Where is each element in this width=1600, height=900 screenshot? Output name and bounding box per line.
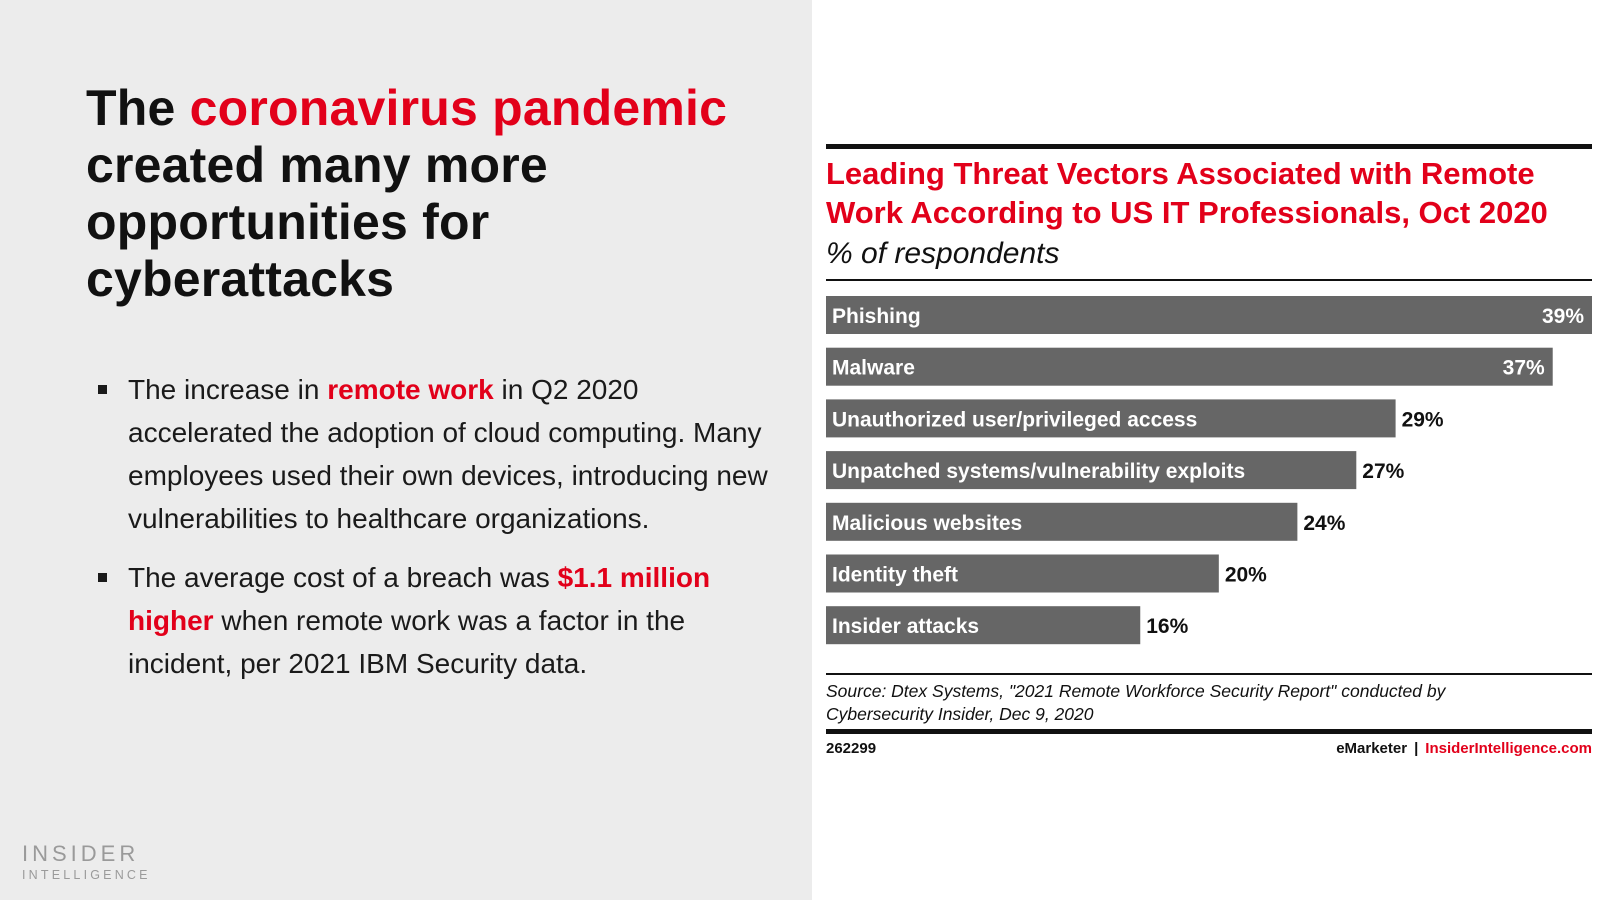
bar xyxy=(826,348,1553,386)
category-label: Phishing xyxy=(832,305,921,328)
chart-credit xyxy=(1336,740,1592,757)
bar-chart xyxy=(826,296,1592,656)
bullet-highlight: $1.1 million higher xyxy=(128,562,711,636)
category-label: Malicious websites xyxy=(832,511,1023,535)
headline-highlight: coronavirus pandemic xyxy=(189,80,728,136)
logo-word-bottom: INTELLIGENCE xyxy=(22,868,151,882)
value-label: 27% xyxy=(1362,460,1405,484)
chart-subtitle-rule xyxy=(826,279,1592,281)
headline-part-3: created many more opportunities for cyberattacks xyxy=(86,137,548,307)
bullet-text: when remote work was a factor in the incident, per 2021 IBM Security data. xyxy=(128,605,686,679)
bullet-marker xyxy=(98,385,107,394)
category-label: Insider attacks xyxy=(832,615,980,639)
source-rule xyxy=(826,673,1592,675)
value-label: 16% xyxy=(1146,615,1189,639)
insider-intelligence-logo xyxy=(22,842,151,882)
category-label: Malware xyxy=(832,356,915,380)
chart-source: Source: Dtex Systems, "2021 Remote Workforce Security Report" conducted by Cybersecurity Insider, Dec 9, 2020 xyxy=(826,681,1446,724)
credit-website: InsiderIntelligence.com xyxy=(1425,740,1592,757)
category-label: Identity theft xyxy=(832,563,958,587)
value-label: 37% xyxy=(1502,356,1545,380)
credit-emarketer: eMarketer xyxy=(1336,740,1408,757)
credit-separator: | xyxy=(1414,740,1419,757)
category-label: Unpatched systems/vulnerability exploits xyxy=(832,460,1246,484)
chart-subtitle: % of respondents xyxy=(826,237,1060,270)
logo-word-top: INSIDER xyxy=(22,841,140,866)
slide-headline xyxy=(86,80,786,308)
category-label: Unauthorized user/privileged access xyxy=(832,408,1198,432)
bar xyxy=(826,296,1592,334)
bullet-text: in Q2 2020 accelerated the adoption of cloud computing. Many employees used their own devices, introducing new vulnerabilities to healthcare organizations. xyxy=(128,374,768,534)
value-label: 20% xyxy=(1224,563,1267,587)
bullet-marker xyxy=(98,573,107,582)
bullet-highlight: remote work xyxy=(327,374,494,405)
bullet-item xyxy=(98,368,778,540)
bullet-item xyxy=(98,556,778,685)
value-label: 29% xyxy=(1401,408,1444,432)
chart-title: Leading Threat Vectors Associated with Remote Work According to US IT Professionals, Oct 2020 xyxy=(826,156,1548,230)
chart-id: 262299 xyxy=(826,740,877,757)
headline-part-1: The xyxy=(86,80,190,136)
chart-bottom-rule xyxy=(826,729,1592,734)
bullet-text: The average cost of a breach was xyxy=(128,562,558,593)
value-label: 24% xyxy=(1303,511,1346,535)
bullet-text: The increase in xyxy=(128,374,328,405)
bullet-list xyxy=(98,368,778,701)
chart-top-rule xyxy=(826,144,1592,149)
value-label: 39% xyxy=(1541,305,1584,328)
